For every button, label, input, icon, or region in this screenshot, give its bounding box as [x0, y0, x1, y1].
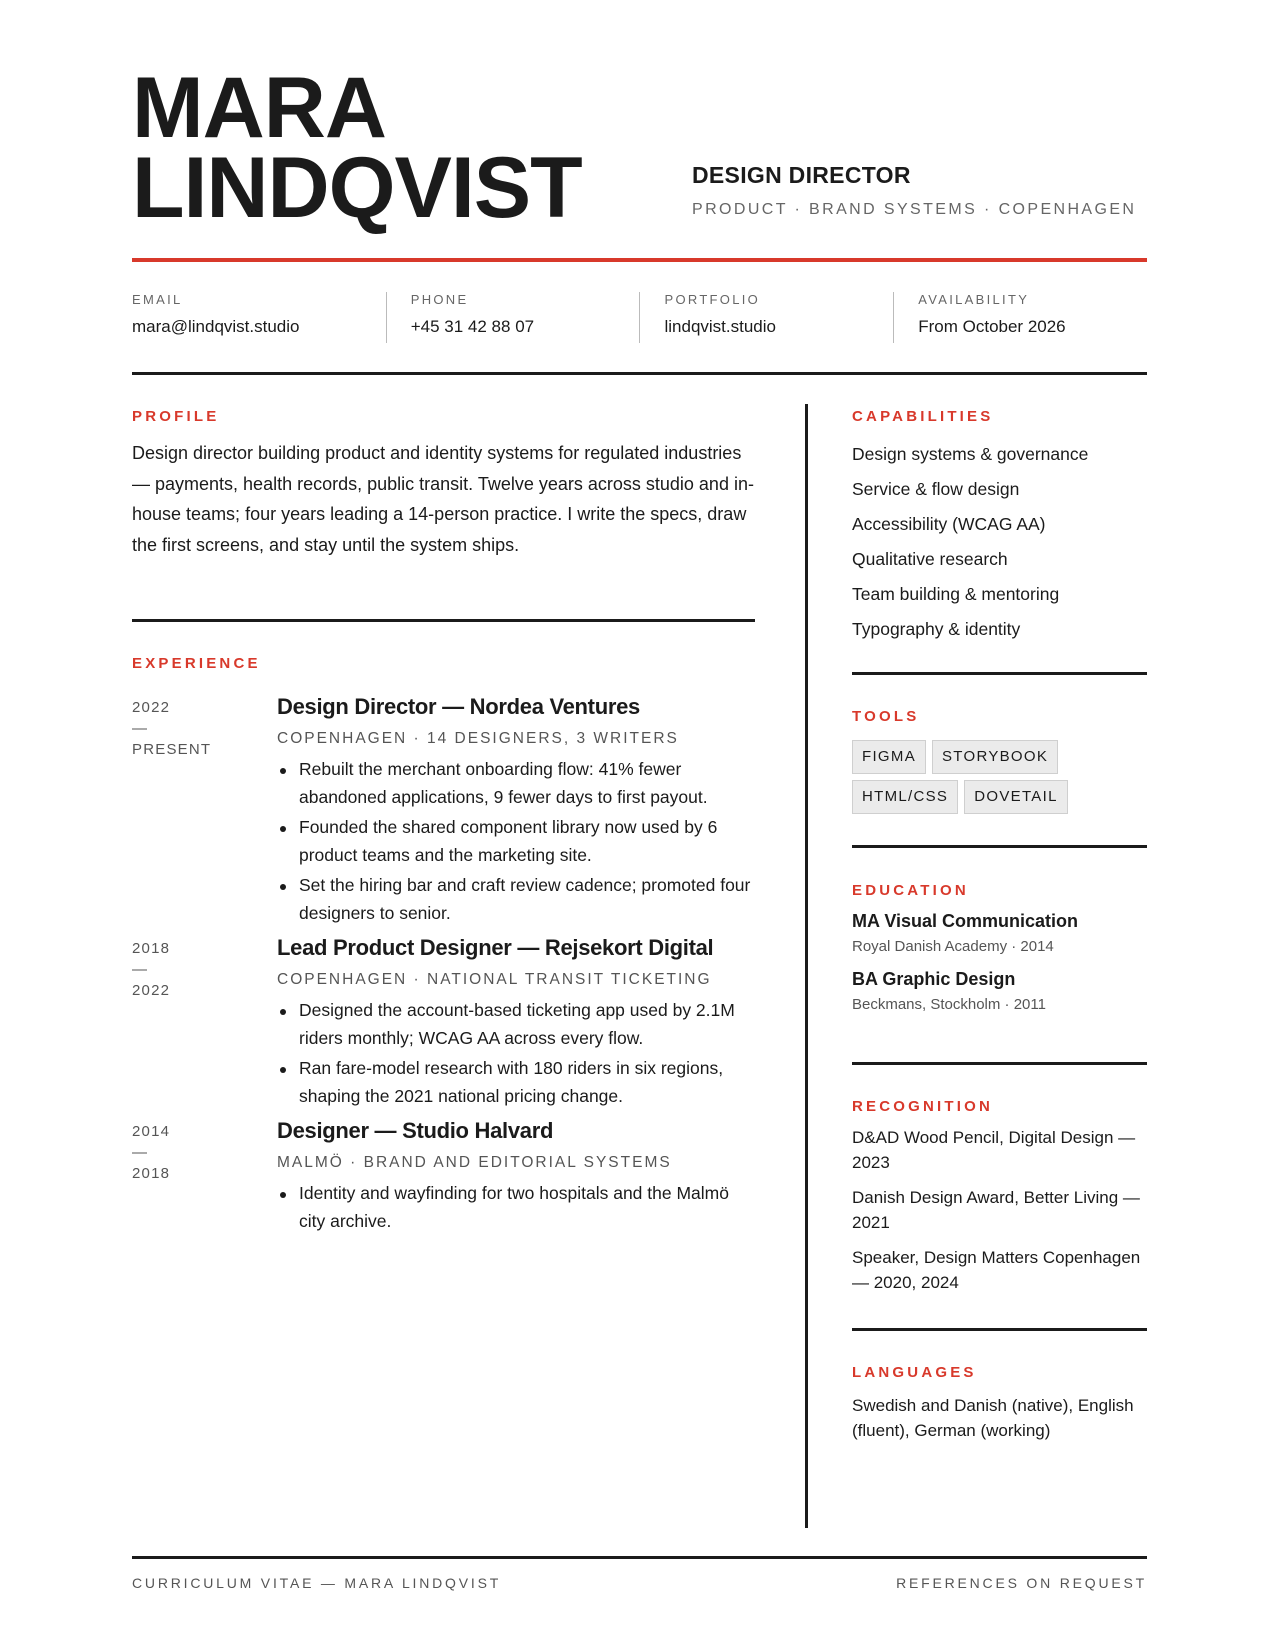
job-dash: —	[132, 720, 149, 737]
job-meta: COPENHAGEN · 14 DESIGNERS, 3 WRITERS	[277, 730, 679, 747]
job-end: 2018	[132, 1165, 171, 1182]
tool-chip: STORYBOOK	[932, 740, 1058, 774]
education-heading: EDUCATION	[852, 882, 969, 899]
job-title: Lead Product Designer — Rejsekort Digital	[277, 935, 714, 960]
name-block	[132, 60, 582, 236]
education-item	[852, 911, 1147, 955]
job-entry	[132, 694, 755, 927]
job-bullets	[277, 756, 755, 927]
role-tagline: PRODUCT · BRAND SYSTEMS · COPENHAGEN	[692, 201, 1137, 218]
award-item: Speaker, Design Matters Copenhagen — 2020, 2024	[852, 1248, 1141, 1292]
job-body	[277, 694, 755, 927]
footer-right: REFERENCES ON REQUEST	[896, 1575, 1147, 1591]
capability-item: Design systems & governance	[852, 444, 1089, 464]
job-start: 2018	[132, 940, 171, 957]
job-body	[277, 1118, 755, 1235]
section-divider	[852, 845, 1147, 848]
degree-detail: Beckmans, Stockholm · 2011	[852, 996, 1046, 1013]
languages-heading: LANGUAGES	[852, 1364, 977, 1381]
job-start: 2022	[132, 699, 171, 716]
contact-label: AVAILABILITY	[918, 292, 1030, 307]
education-item	[852, 969, 1147, 1013]
job-bullet: Rebuilt the merchant onboarding flow: 41% fewer abandoned applications, 9 fewer days to first payout.	[277, 756, 755, 811]
capability-item: Accessibility (WCAG AA)	[852, 514, 1046, 534]
job-dash: —	[132, 961, 149, 978]
job-bullet: Ran fare-model research with 180 riders in six regions, shaping the 2021 national pricing change.	[277, 1055, 755, 1110]
job-dash: —	[132, 1144, 149, 1161]
footer-divider	[132, 1556, 1147, 1559]
role-title: DESIGN DIRECTOR	[692, 162, 911, 188]
job-start: 2014	[132, 1123, 171, 1140]
job-dates	[132, 697, 262, 760]
profile-text: Design director building product and identity systems for regulated industries — payments, health records, public transit. Twelve years across studio and in-house teams; four years leading a 14-person practice. I write the specs, draw the first screens, and stay until the system ships.	[132, 443, 754, 555]
section-divider	[852, 672, 1147, 675]
job-end: 2022	[132, 982, 171, 999]
contact-label: PORTFOLIO	[664, 292, 761, 307]
capability-item: Service & flow design	[852, 479, 1020, 499]
contact-email	[132, 292, 386, 343]
capabilities-list	[852, 437, 1147, 647]
job-meta: COPENHAGEN · NATIONAL TRANSIT TICKETING	[277, 971, 712, 988]
contact-strip	[132, 292, 1147, 343]
tool-chip: HTML/CSS	[852, 780, 958, 814]
contact-label: EMAIL	[132, 292, 183, 307]
capability-item: Qualitative research	[852, 549, 1008, 569]
job-meta: MALMÖ · BRAND AND EDITORIAL SYSTEMS	[277, 1154, 672, 1171]
contact-availability	[893, 292, 1147, 343]
experience-heading: EXPERIENCE	[132, 655, 261, 672]
capabilities-section	[852, 408, 1147, 647]
section-divider	[852, 1062, 1147, 1065]
email-link[interactable]: mara@lindqvist.studio	[132, 317, 300, 336]
award-item: D&AD Wood Pencil, Digital Design — 2023	[852, 1128, 1136, 1172]
job-body	[277, 935, 755, 1110]
degree-title: MA Visual Communication	[852, 911, 1079, 931]
tools-heading: TOOLS	[852, 708, 920, 725]
job-bullet: Founded the shared component library now used by 6 product teams and the marketing site.	[277, 814, 755, 869]
languages-text: Swedish and Danish (native), English (fluent), German (working)	[852, 1396, 1134, 1440]
job-dates	[132, 938, 262, 1001]
contact-phone	[386, 292, 640, 343]
degree-title: BA Graphic Design	[852, 969, 1016, 989]
job-dates	[132, 1121, 262, 1184]
tool-chip: DOVETAIL	[964, 780, 1067, 814]
award-item: Danish Design Award, Better Living — 2021	[852, 1188, 1140, 1232]
contact-label: PHONE	[410, 292, 469, 307]
job-bullet: Designed the account-based ticketing app used by 2.1M riders monthly; WCAG AA across every flow.	[277, 997, 755, 1052]
education-section	[852, 882, 1147, 1013]
contact-portfolio	[639, 292, 893, 343]
recognition-heading: RECOGNITION	[852, 1098, 994, 1115]
degree-detail: Royal Danish Academy · 2014	[852, 938, 1054, 955]
left-column	[132, 408, 755, 1231]
recognition-section	[852, 1098, 1147, 1295]
resume-page	[132, 0, 1147, 1650]
job-entry	[132, 935, 755, 1110]
capabilities-heading: CAPABILITIES	[852, 408, 994, 425]
tool-chip: FIGMA	[852, 740, 926, 774]
accent-divider	[132, 258, 1147, 262]
job-bullet: Identity and wayfinding for two hospitals and the Malmö city archive.	[277, 1180, 755, 1235]
job-bullet: Set the hiring bar and craft review cadence; promoted four designers to senior.	[277, 872, 755, 927]
job-bullets	[277, 997, 755, 1110]
availability-value: From October 2026	[918, 317, 1066, 336]
portfolio-link[interactable]: lindqvist.studio	[664, 317, 776, 336]
profile-heading: PROFILE	[132, 408, 220, 425]
footer-left: CURRICULUM VITAE — MARA LINDQVIST	[132, 1575, 502, 1591]
column-divider	[805, 404, 808, 1528]
experience-section	[132, 655, 755, 1238]
job-title: Designer — Studio Halvard	[277, 1118, 554, 1143]
capability-item: Team building & mentoring	[852, 584, 1060, 604]
phone-link[interactable]: +45 31 42 88 07	[410, 317, 535, 336]
profile-divider	[132, 619, 755, 622]
role-block	[692, 162, 1136, 219]
tools-chips	[852, 740, 1147, 814]
languages-section	[852, 1364, 1147, 1443]
name-last: LINDQVIST	[132, 140, 582, 236]
job-entry	[132, 1118, 755, 1235]
job-title: Design Director — Nordea Ventures	[277, 694, 640, 719]
contact-divider	[132, 372, 1147, 375]
job-end: PRESENT	[132, 741, 212, 758]
tools-section	[852, 708, 1147, 814]
capability-item: Typography & identity	[852, 619, 1021, 639]
section-divider	[852, 1328, 1147, 1331]
job-bullets	[277, 1180, 755, 1235]
name-first: MARA	[132, 60, 386, 156]
